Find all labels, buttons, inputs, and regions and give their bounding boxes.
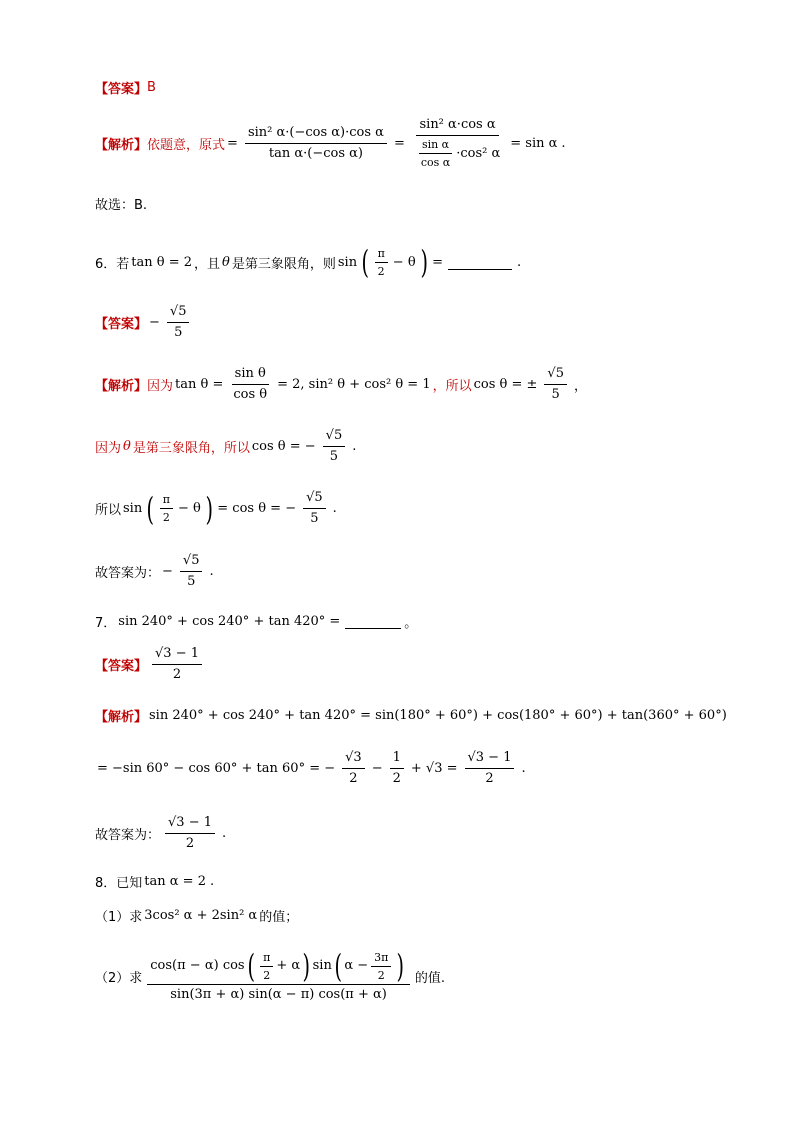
fraction-2: sin² α·cos α $\frac{\text{sin α}}{\text{cos α}}$ ·cos² α <box>410 117 505 169</box>
answer-blank[interactable] <box>345 614 401 629</box>
question-8-part-1: （1）求 3cos² α + 2sin² α 的值； <box>95 908 299 925</box>
conclusion-5: 故选：B. <box>95 198 148 213</box>
analysis-7-conclusion: 故答案为： $\frac{√3 - 1}{2}$ . <box>95 815 227 851</box>
answer-5 <box>95 78 156 97</box>
answer-blank[interactable] <box>448 255 512 270</box>
question-8-part-2: （2）求 cos(π − α) cos ( $\frac{\pi}{2}$ + α ) sin ( α − $\frac{3\pi}{2}$ ) sin(3π + α) sin(α − π) cos(π + α) 的值. <box>95 947 445 1002</box>
analysis-6: 【解析】 因为 tan θ = $\frac{\text{sin θ}}{\text{cos θ}}$ = 2, sin² θ + cos² θ = 1 ，所以 cos θ = ± $\frac{√5}{5}$ ， <box>95 366 587 402</box>
answer-tag: 【答案】 <box>95 82 148 97</box>
analysis-tag: 【解析】 <box>95 137 148 153</box>
answer-6: 【答案】 − $\frac{√5}{5}$ <box>95 304 194 341</box>
analysis-5: 【解析】 依题意，原式 = $\frac{\text{sin² α·(−cos α)·cos α}}{\text{tan α·(−cos α)}}$ = sin² α·cos α $\frac{\text{sin α}}{\text{cos α}}$ ·cos² α = sin α . <box>95 117 566 169</box>
analysis-6-line-2: 因为 θ 是第三象限角，所以 cos θ = − $\frac{√5}{5}$ . <box>95 428 357 464</box>
question-6: 6．若 tan θ = 2 ，且 θ 是第三象限角，则 sin ( $\frac{\pi}{2}$ − θ ) = . <box>95 243 522 281</box>
analysis-text: 依题意，原式 <box>147 137 226 153</box>
analysis-7-line-2: = −sin 60° − cos 60° + tan 60° = − $\frac{√3}{2}$ − $\frac{1}{2}$ + √3 = $\frac{√3 - 1}{2}$ . <box>97 750 526 786</box>
fraction-1: $\frac{\text{sin² α·(−cos α)·cos α}}{\text{tan α·(−cos α)}}$ <box>243 125 389 162</box>
analysis-6-conclusion: 故答案为： − $\frac{√5}{5}$ . <box>95 553 214 589</box>
analysis-7: 【解析】 sin 240° + cos 240° + tan 420° = sin(180° + 60°) + cos(180° + 60°) + tan(360° + 60°) <box>95 708 727 725</box>
question-8: 8．已知 tan α = 2 . <box>95 874 215 891</box>
question-7: 7． sin 240° + cos 240° + tan 420° = 。 <box>95 614 418 631</box>
answer-7: 【答案】 $\frac{√3 - 1}{2}$ <box>95 646 207 683</box>
answer-value: B <box>147 80 156 95</box>
analysis-6-line-3: 所以 sin ( $\frac{\pi}{2}$ − θ ) = cos θ = − $\frac{√5}{5}$ . <box>95 489 337 528</box>
